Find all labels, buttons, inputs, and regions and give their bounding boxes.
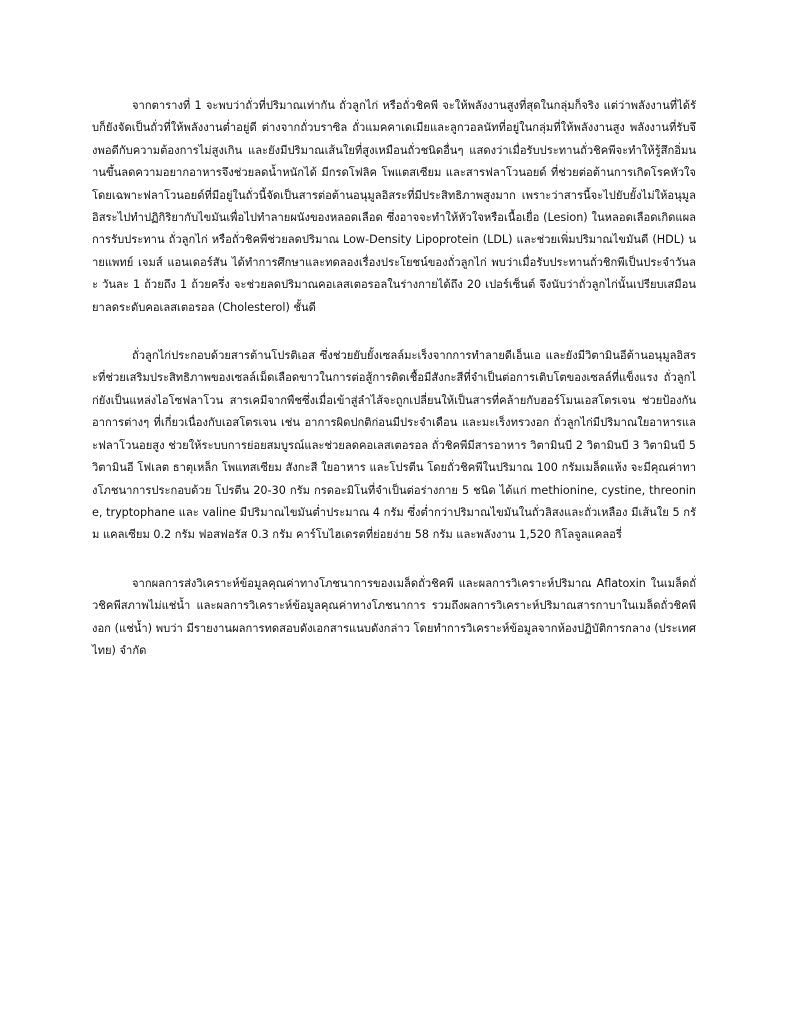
paragraph-analysis-results: จากผลการส่งวิเคราะห์ข้อมูลคุณค่าทางโภชนาการของเมล็ดถั่วชิคพี และผลการวิเคราะห์ปริมาณ Aflatoxin ในเมล็ดถั่วชิคพีสภาพไม่แช่น้ำ และผลการวิเคราะห์ข้อมูลคุณค่าทางโภชนาการ รวมถึงผลการวิเคราะห์ปริมาณสารกาบาในเมล็ดถั่วชิคพีงอก (แช่น้ำ) พบว่า มีรายงานผลการทดสอบดังเอกสารแนบดังกล่าว โดยทำการวิเคราะห์ข้อมูลจากห้องปฏิบัติการกลาง (ประเทศไทย) จำกัด bbox=[92, 576, 696, 657]
document-body bbox=[92, 95, 696, 684]
paragraph-chickpea-nutrients: ถั่วลูกไก่ประกอบด้วยสารต้านโปรติเอส ซึ่งช่วยยับยั้งเซลล์มะเร็งจากการทำลายดีเอ็นเอ และยังมีวิตามินอีต้านอนุมูลอิสระที่ช่วยเสริมประสิทธิภาพของเซลล์เม็ดเลือดขาวในการต่อสู้การติดเชื้อมีสังกะสีที่จำเป็นต่อการเติบโตของเซลล์ที่แข็งแรง ถั่วลูกไก่ยังเป็นแหล่งไอโซฟลาโวน สารเคมีจากพืชซึ่งเมื่อเข้าสู่ลำไส้จะถูกเปลี่ยนให้เป็นสารที่คล้ายกับฮอร์โมนเอสโตรเจน ช่วยป้องกันอาการต่างๆ ที่เกี่ยวเนื่องกับเอสโตรเจน เช่น อาการผิดปกติก่อนมีประจำเดือน และมะเร็งทรวงอก ถั่วลูกไก่มีปริมาณใยอาหารและฟลาโวนอยสูง ช่วยให้ระบบการย่อยสมบูรณ์และช่วยลดคอเลสเตอรอล ถั่วชิคพีมีสารอาหาร วิตามินบี 2 วิตามินบี 3 วิตามินบี 5 วิตามินอี โฟเลต ธาตุเหล็ก โพแทสเซียม สังกะสี ใยอาหาร และโปรตีน โดยถั่วชิคพีในปริมาณ 100 กรัมเมล็ดแห้ง จะมีคุณค่าทางโภชนาการประกอบด้วย โปรตีน 20-30 กรัม กรดอะมิโนที่จำเป็นต่อร่างกาย 5 ชนิด ได้แก่ methionine, cystine, threonine, tryptophane และ valine มีปริมาณไขมันต่ำประมาณ 4 กรัม ซึ่งต่ำกว่าปริมาณไขมันในถั่วลิสงและถั่วเหลือง มีเส้นใย 5 กรัม แคลเซียม 0.2 กรัม ฟอสฟอรัส 0.3 กรัม คาร์โบไฮเดรตที่ย่อยง่าย 58 กรัม และพลังงาน 1,520 กิโลจูลแคลอรี่ bbox=[92, 349, 696, 542]
paragraph-chickpea-energy-cholesterol: จากตารางที่ 1 จะพบว่าถั่วที่ปริมาณเท่ากัน ถั่วลูกไก่ หรือถั่วชิคพี จะให้พลังงานสูงที่สุดในกลุ่มก็จริง แต่ว่าพลังงานที่ได้รับก็ยังจัดเป็นถั่วที่ให้พลังงานต่ำอยู่ดี ต่างจากถั่วบราซิล ถั่วแมคคาเดเมียและลูกวอลนัทที่อยู่ในกลุ่มที่ให้พลังงานสูง พลังงานที่รับจึงพอดีกับความต้องการไม่สูงเกิน และยังมีปริมาณเส้นใยที่สูงเหมือนถั่วชนิดอื่นๆ แสดงว่าเมื่อรับประทานถั่วชิคพีจะทำให้รู้สึกอิ่มนานขึ้นลดความอยากอาหารจึงช่วยลดน้ำหนักได้ มีกรดโฟลิค โพแตสเซียม และสารฟลาโวนอยด์ ที่ช่วยต่อต้านการเกิดโรคหัวใจ โดยเฉพาะฟลาโวนอยด์ที่มีอยู่ในถั่วนี้จัดเป็นสารต่อต้านอนุมูลอิสระที่มีประสิทธิภาพสูงมาก เพราะว่าสารนี้จะไปยับยั้งไม่ให้อนุมูลอิสระไปทำปฏิกิริยากับไขมันเพื่อไปทำลายผนังของหลอดเลือด ซึ่งอาจจะทำให้หัวใจหรือเนื้อเยื่อ (Lesion) ในหลอดเลือดเกิดแผล การรับประทาน ถั่วลูกไก่ หรือถั่วชิคพีช่วยลดปริมาณ Low-Density Lipoprotein (LDL) และช่วยเพิ่มปริมาณไขมันดี (HDL) นายแพทย์ เจมส์ แอนเดอร์สัน ได้ทำการศึกษาและทดลองเรื่องประโยชน์ของถั่วลูกไก่ พบว่าเมื่อรับประทานถั่วชิกพีเป็นประจำวันละ วันละ 1 ถ้วยถึง 1 ถ้วยครึ่ง จะช่วยลดปริมาณคอเลสเตอรอลในร่างกายได้ถึง 20 เปอร์เซ็นต์ จึงนับว่าถั่วลูกไก่นั้นเปรียบเสมือนยาลดระดับคอเลสเตอรอล (Cholesterol) ชั้นดี bbox=[92, 99, 696, 314]
